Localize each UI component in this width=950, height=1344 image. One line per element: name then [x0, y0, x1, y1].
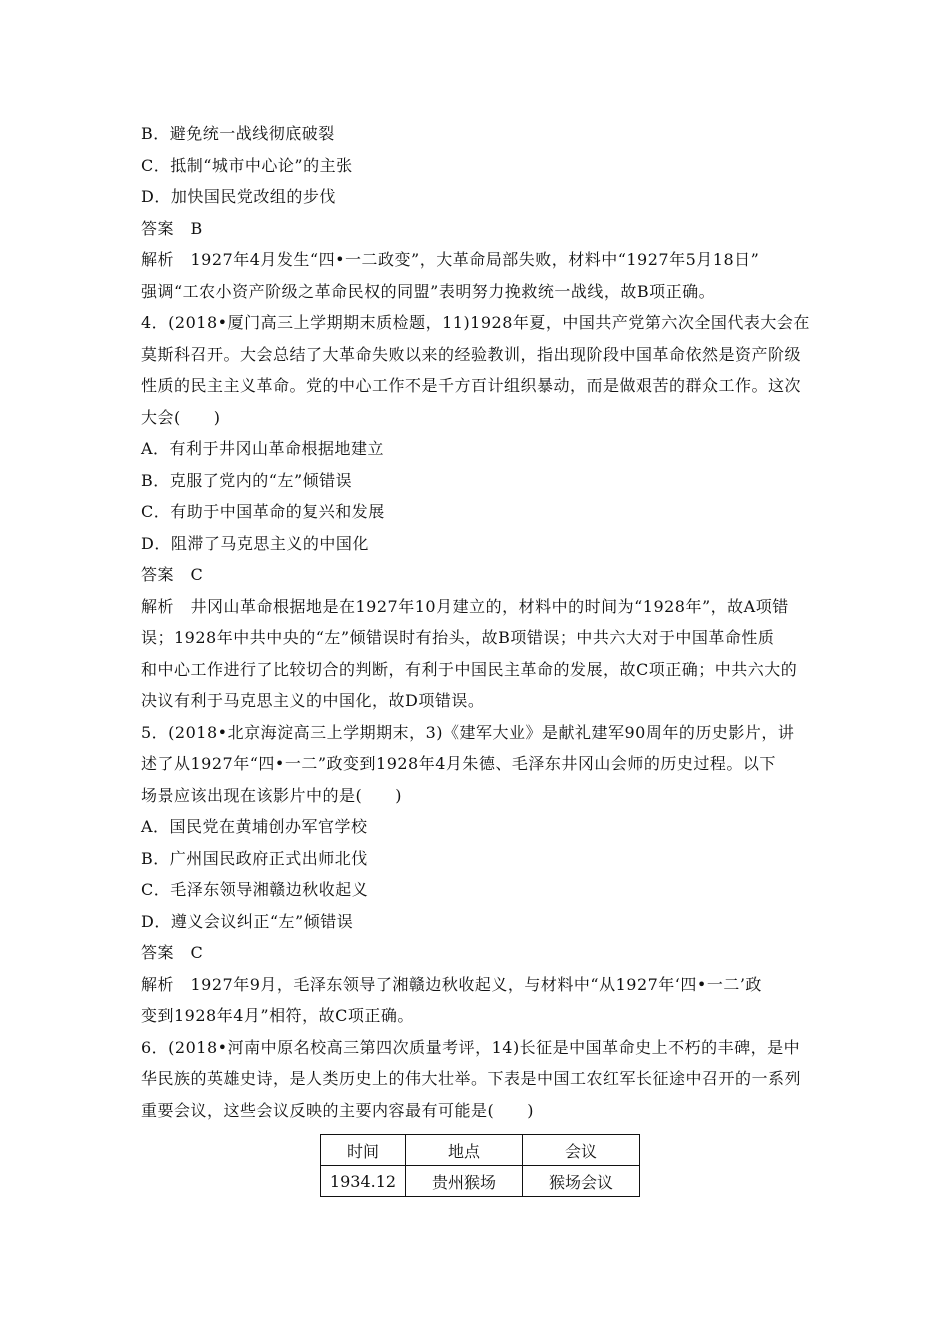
- option-a: A．有利于井冈山革命根据地建立: [141, 439, 385, 458]
- option-d: D．加快国民党改组的步伐: [141, 187, 336, 206]
- table-cell: 贵州猴场: [406, 1166, 523, 1197]
- answer: 答案 B: [141, 218, 203, 238]
- option-a: A．国民党在黄埔创办军官学校: [141, 817, 368, 836]
- option-b: B．广州国民政府正式出师北伐: [141, 848, 368, 868]
- question-stem-line: 性质的民主主义革命。党的中心工作不是千方百计组织暴动，而是做艰苦的群众工作。这次: [141, 376, 802, 395]
- analysis-line: 和中心工作进行了比较切合的判断，有利于中国民主革命的发展，故C项正确；中共六大的: [141, 659, 798, 679]
- question-stem-line: 5．(2018•北京海淀高三上学期期末，3)《建军大业》是献礼建军90周年的历史影片，讲: [141, 722, 795, 742]
- table-cell: 猴场会议: [523, 1166, 640, 1197]
- question-stem-line: 4．(2018•厦门高三上学期期末质检题，11)1928年夏，中国共产党第六次全国代表大会在: [141, 313, 810, 332]
- table-header-row: [321, 1135, 640, 1166]
- table-header-cell: 地点: [406, 1135, 523, 1166]
- table-header-cell: 时间: [321, 1135, 406, 1166]
- table-row: [321, 1166, 640, 1197]
- option-c: C．有助于中国革命的复兴和发展: [141, 502, 385, 521]
- question-stem-line: 大会( ): [141, 407, 221, 427]
- question-stem-line: 场景应该出现在该影片中的是( ): [141, 785, 402, 805]
- question-4: [141, 307, 809, 717]
- answer: 答案 C: [141, 565, 204, 584]
- table-cell: 1934.12: [321, 1166, 406, 1197]
- option-d: D．遵义会议纠正“左”倾错误: [141, 911, 354, 931]
- meeting-table-wrapper: [141, 1134, 809, 1197]
- analysis-line: 变到1928年4月”相符，故C项正确。: [141, 1006, 414, 1025]
- analysis-line: 解析 1927年9月，毛泽东领导了湘赣边秋收起义，与材料中“从1927年‘四•一二’政: [141, 974, 762, 994]
- option-c: C．毛泽东领导湘赣边秋收起义: [141, 880, 369, 899]
- analysis-line: 强调“工农小资产阶级之革命民权的同盟”表明努力挽救统一战线，故B项正确。: [141, 281, 716, 301]
- option-b: B．克服了党内的“左”倾错误: [141, 470, 353, 490]
- question-stem-line: 重要会议，这些会议反映的主要内容最有可能是( ): [141, 1100, 534, 1120]
- analysis-line: 解析 1927年4月发生“四•一二政变”，大革命局部失败，材料中“1927年5月18日”: [141, 250, 760, 269]
- question-stem-line: 6．(2018•河南中原名校高三第四次质量考评，14)长征是中国革命史上不朽的丰碑，是中: [141, 1037, 801, 1057]
- question-6: [141, 1032, 809, 1198]
- question-stem-line: 莫斯科召开。大会总结了大革命失败以来的经验教训，指出现阶段中国革命依然是资产阶级: [141, 344, 802, 364]
- question-stem-line: 述了从1927年“四•一二”政变到1928年4月朱德、毛泽东井冈山会师的历史过程。以下: [141, 754, 776, 773]
- analysis-line: 决议有利于马克思主义的中国化，故D项错误。: [141, 691, 485, 710]
- question-stem-line: 华民族的英雄史诗，是人类历史上的伟大壮举。下表是中国工农红军长征途中召开的一系列: [141, 1069, 802, 1088]
- option-b: B．避免统一战线彻底破裂: [141, 124, 335, 143]
- table-header-cell: 会议: [523, 1135, 640, 1166]
- question-5: [141, 717, 809, 1032]
- analysis-line: 误；1928年中共中央的“左”倾错误时有抬头，故B项错误；中共六大对于中国革命性质: [141, 628, 775, 647]
- meeting-table: [320, 1134, 640, 1197]
- option-d: D．阻滞了马克思主义的中国化: [141, 533, 369, 553]
- q3-tail: [141, 118, 809, 307]
- document-body: [141, 118, 809, 1197]
- analysis-line: 解析 井冈山革命根据地是在1927年10月建立的，材料中的时间为“1928年”，故A项错: [141, 596, 789, 616]
- answer: 答案 C: [141, 943, 204, 962]
- option-c: C．抵制“城市中心论”的主张: [141, 155, 353, 175]
